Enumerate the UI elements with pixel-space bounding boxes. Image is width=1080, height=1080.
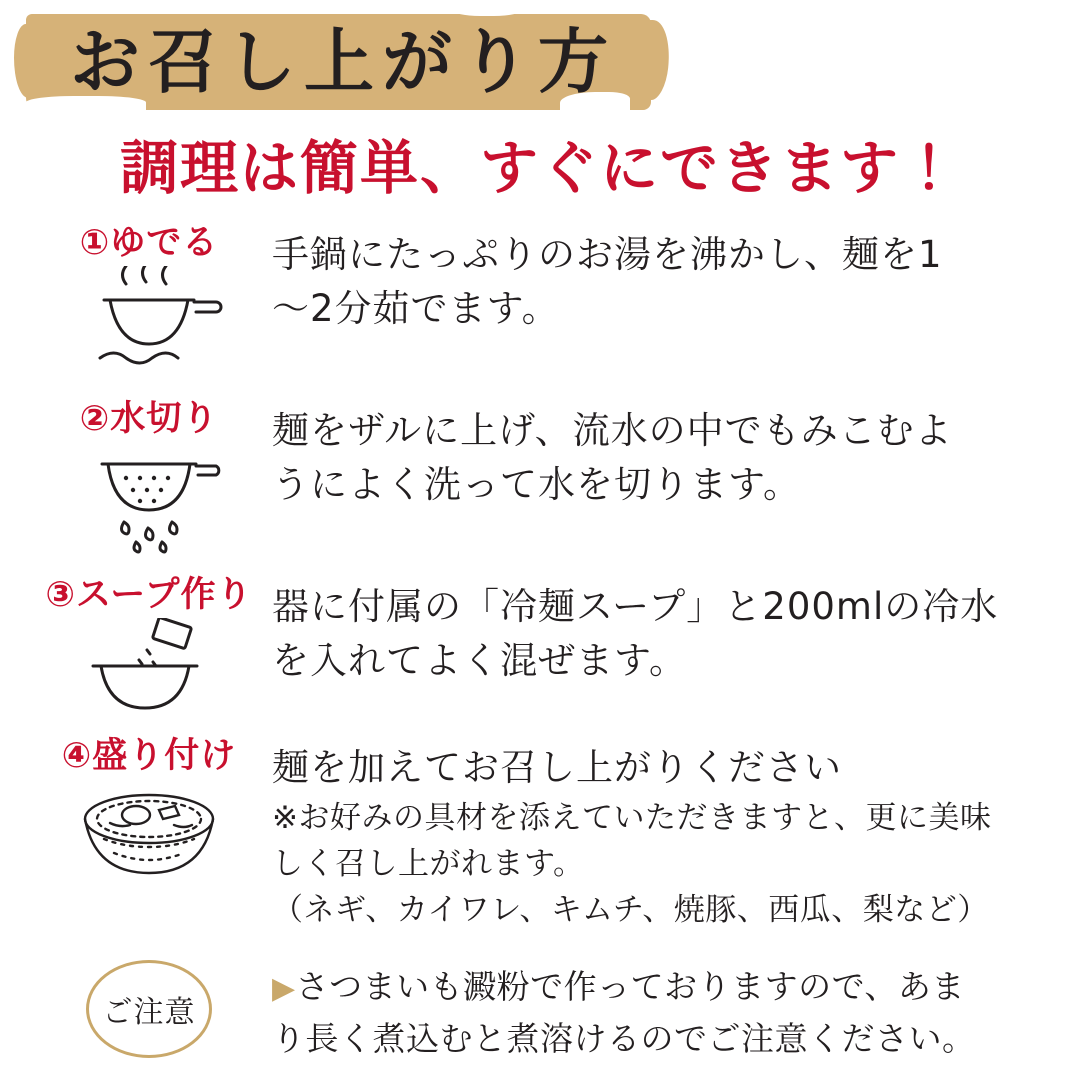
step-body <box>272 574 1058 688</box>
pot-boiling-icon <box>74 266 224 381</box>
banner-brush-notch-top <box>452 0 522 16</box>
step-text-line: 麺を加えてお召し上がりください <box>272 746 842 789</box>
served-noodle-bowl-icon <box>64 779 234 904</box>
step-text-line: うによく洗って水を切ります。 <box>272 463 802 506</box>
step-body <box>272 398 1058 512</box>
step-label: ①ゆでる <box>79 223 219 263</box>
step-left-column <box>26 398 272 567</box>
step-body <box>272 735 1058 933</box>
step-text-line: 麺をザルに上げ、流水の中でもみこむよ <box>272 409 953 452</box>
steps-list <box>0 222 1080 950</box>
step-item <box>26 222 1058 392</box>
step-note-line: （ネギ、カイワレ、キムチ、焼豚、西瓜、梨など） <box>272 892 989 928</box>
step-text-line: 〜2分茹でます。 <box>272 287 560 330</box>
triangle-marker-icon: ▶ <box>272 971 296 1006</box>
step-label: ③スープ作り <box>45 575 253 615</box>
step-label: ②水切り <box>79 399 219 439</box>
subtitle: 調理は簡単、すぐにできます！ <box>119 134 960 202</box>
step-text-line: 手鍋にたっぷりのお湯を沸かし、麺を1 <box>272 233 943 276</box>
page-title: お召し上がり方 <box>70 21 616 103</box>
step-text-line: を入れてよく混ぜます。 <box>272 639 688 682</box>
step-body <box>272 222 1058 336</box>
step-label: ④盛り付け <box>61 736 237 776</box>
step-item <box>26 574 1058 729</box>
bowl-soup-packet-icon <box>69 618 229 723</box>
step-text-line: 器に付属の「冷麺スープ」と200mlの冷水 <box>272 585 999 628</box>
caution-left-column <box>26 956 272 1058</box>
header-banner <box>0 0 1080 120</box>
colander-draining-icon <box>74 442 224 567</box>
step-item <box>26 398 1058 568</box>
caution-first-line <box>272 962 1058 1014</box>
caution-section <box>0 956 1080 1064</box>
step-note-line: ※お好みの具材を添えていただきますと、更に美味 <box>272 800 992 836</box>
caution-text-line: さつまいも澱粉で作っておりますので、あま <box>295 967 965 1006</box>
caution-text-line: り長く煮込むと煮溶けるのでご注意ください。 <box>272 1019 976 1058</box>
caution-badge: ご注意 <box>86 960 212 1058</box>
step-left-column <box>26 222 272 381</box>
step-item <box>26 735 1058 950</box>
step-left-column <box>26 735 272 904</box>
step-note-line: しく召し上がれます。 <box>272 846 585 882</box>
caution-body <box>272 956 1058 1064</box>
step-left-column <box>26 574 272 723</box>
